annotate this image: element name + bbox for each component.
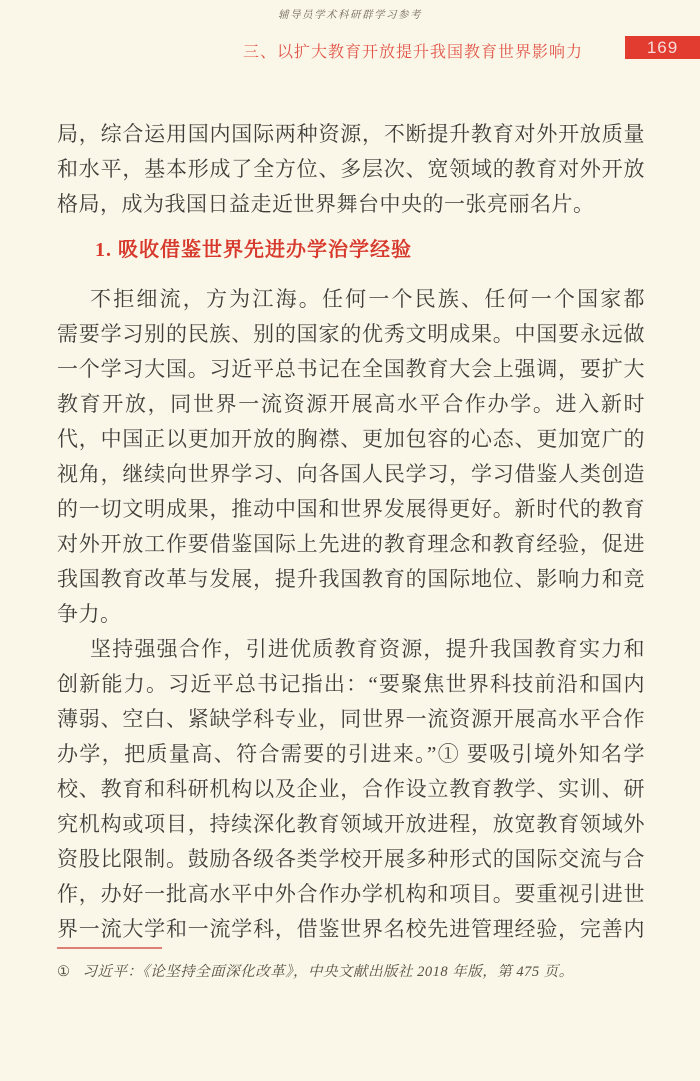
text-line: 坚持强强合作，引进优质教育资源，提升我国教育实力和	[90, 637, 645, 661]
text-line: 的一切文明成果，推动中国和世界发展得更好。新时代的教育	[57, 497, 645, 521]
footnote-marker: ①	[57, 964, 71, 980]
text-line: 格局，成为我国日益走近世界舞台中央的一张亮丽名片。	[57, 192, 595, 216]
text-line: 不拒细流，方为江海。任何一个民族、任何一个国家都	[90, 287, 645, 311]
text-line: 界一流大学和一流学科，借鉴世界名校先进管理经验，完善内	[57, 917, 645, 941]
page-body	[57, 117, 645, 947]
text-line: 争力。	[57, 602, 122, 626]
text-line: 校、教育和科研机构以及企业，合作设立教育教学、实训、研	[57, 777, 645, 801]
text-line: 创新能力。习近平总书记指出：“要聚焦世界科技前沿和国内	[57, 672, 645, 696]
section-heading: 1. 吸收借鉴世界先进办学治学经验	[95, 239, 412, 261]
footnote-separator	[57, 947, 162, 949]
text-line: 教育开放，同世界一流资源开展高水平合作办学。进入新时	[57, 392, 645, 416]
page-number-badge: 169	[625, 36, 700, 59]
text-line: 局，综合运用国内国际两种资源，不断提升教育对外开放质量	[57, 122, 645, 146]
text-line: 我国教育改革与发展，提升我国教育的国际地位、影响力和竞	[57, 567, 645, 591]
footnote	[57, 961, 647, 983]
text-line: 视角，继续向世界学习、向各国人民学习，学习借鉴人类创造	[57, 462, 645, 486]
text-line: 和水平，基本形成了全方位、多层次、宽领域的教育对外开放	[57, 157, 645, 181]
text-line: 薄弱、空白、紧缺学科专业，同世界一流资源开展高水平合作	[57, 707, 645, 731]
chapter-title: 三、以扩大教育开放提升我国教育世界影响力	[242, 44, 583, 61]
text-line: 办学，把质量高、符合需要的引进来。”① 要吸引境外知名学	[57, 742, 645, 766]
text-line: 作，办好一批高水平中外合作办学机构和项目。要重视引进世	[57, 882, 645, 906]
running-head: 辅导员学术科研群学习参考	[278, 10, 422, 21]
text-line: 对外开放工作要借鉴国际上先进的教育理念和教育经验，促进	[57, 532, 645, 556]
text-line: 究机构或项目，持续深化教育领域开放进程，放宽教育领域外	[57, 812, 645, 836]
text-line: 资股比限制。鼓励各级各类学校开展多种形式的国际交流与合	[57, 847, 645, 871]
text-line: 一个学习大国。习近平总书记在全国教育大会上强调，要扩大	[57, 357, 645, 381]
text-line: 代，中国正以更加开放的胸襟、更加包容的心态、更加宽广的	[57, 427, 645, 451]
footnote-text: 习近平：《论坚持全面深化改革》，中央文献出版社 2018 年版，第 475 页。	[82, 964, 574, 980]
text-line: 需要学习别的民族、别的国家的优秀文明成果。中国要永远做	[57, 322, 645, 346]
